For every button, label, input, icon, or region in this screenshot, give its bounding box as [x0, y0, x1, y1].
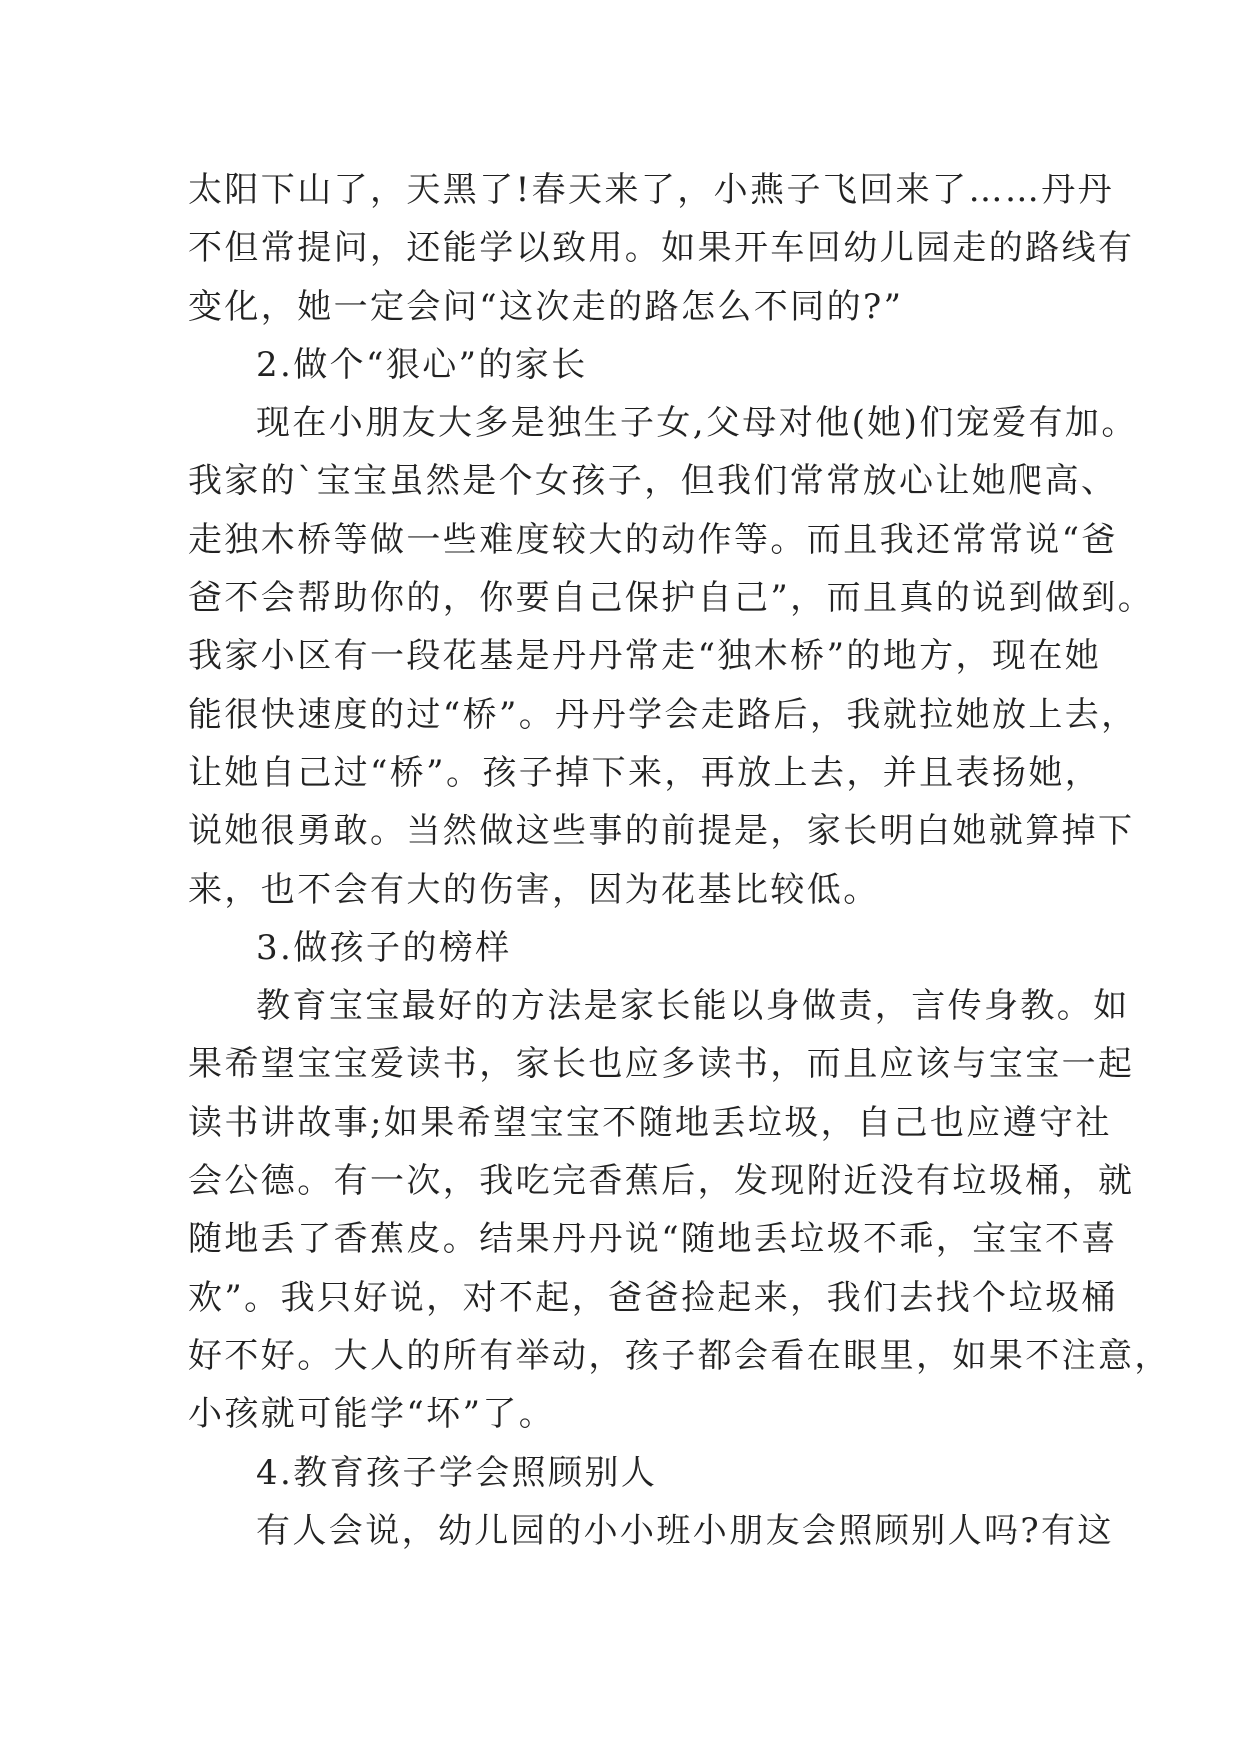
paragraph-start-line: 2.做个“狠心”的家长: [256, 344, 588, 385]
text-line: 小孩就可能学“坏”了。: [188, 1394, 556, 1435]
text-line: 会公德。有一次，我吃完香蕉后，发现附近没有垃圾桶，就: [188, 1161, 1135, 1202]
text-line: 不但常提问，还能学以致用。如果开车回幼儿园走的路线有: [188, 228, 1135, 269]
paragraph-start-line: 4.教育孩子学会照顾别人: [256, 1452, 658, 1493]
text-line: 让她自己过“桥”。孩子掉下来，再放上去，并且表扬她，: [188, 752, 1102, 793]
text-line: 太阳下山了，天黑了!春天来了，小燕子飞回来了……丹丹: [188, 170, 1115, 210]
text-line: 我家的`宝宝虽然是个女孩子，但我们常常放心让她爬高、: [188, 461, 1118, 502]
text-line: 好不好。大人的所有举动，孩子都会看在眼里，如果不注意，: [188, 1335, 1171, 1376]
text-line: 变化，她一定会问“这次走的路怎么不同的?”: [188, 286, 904, 327]
text-line: 走独木桥等做一些难度较大的动作等。而且我还常常说“爸: [188, 519, 1118, 560]
document-body: [188, 161, 1171, 1560]
text-line: 随地丢了香蕉皮。结果丹丹说“随地丢垃圾不乖，宝宝不喜: [188, 1219, 1118, 1260]
paragraph-start-line: 现在小朋友大多是独生子女,父母对他(她)们宠爱有加。: [256, 403, 1138, 444]
text-line: 说她很勇敢。当然做这些事的前提是，家长明白她就算掉下: [188, 811, 1135, 852]
text-line: 果希望宝宝爱读书，家长也应多读书，而且应该与宝宝一起: [188, 1044, 1135, 1085]
text-line: 能很快速度的过“桥”。丹丹学会走路后，我就拉她放上去，: [188, 694, 1138, 735]
text-line: 欢”。我只好说，对不起，爸爸捡起来，我们去找个垃圾桶: [188, 1277, 1118, 1318]
text-line: 读书讲故事;如果希望宝宝不随地丢垃圾，自己也应遵守社: [188, 1102, 1112, 1143]
text-line: 来，也不会有大的伤害，因为花基比较低。: [188, 869, 880, 910]
paragraph-start-line: 3.做孩子的榜样: [256, 927, 512, 968]
paragraph-start-line: 有人会说，幼儿园的小小班小朋友会照顾别人吗?有这: [256, 1510, 1114, 1551]
paragraph-start-line: 教育宝宝最好的方法是家长能以身做责，言传身教。如: [256, 986, 1130, 1027]
text-line: 我家小区有一段花基是丹丹常走“独木桥”的地方，现在她: [188, 636, 1102, 677]
text-line: 爸不会帮助你的，你要自己保护自己”，而且真的说到做到。: [188, 578, 1155, 619]
